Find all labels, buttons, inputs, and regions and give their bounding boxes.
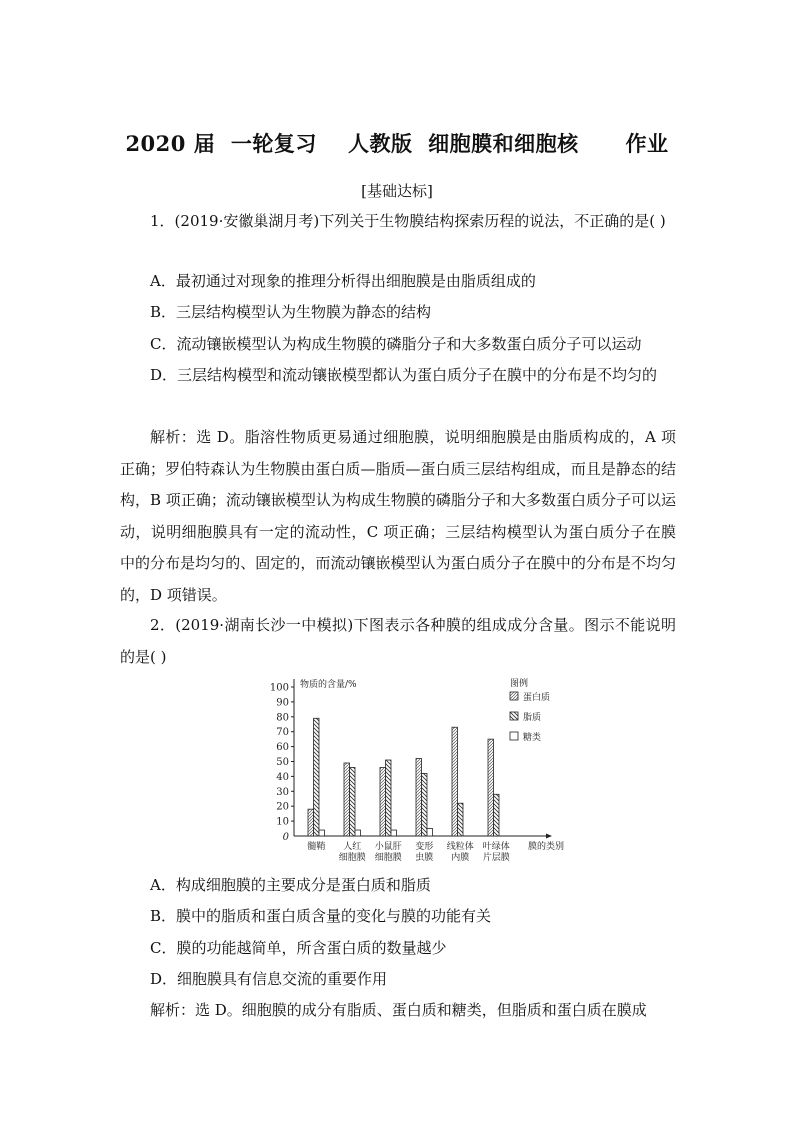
y-tick-label: 70 <box>276 727 289 739</box>
question-2-analysis: 解析：选 D。细胞膜的成分有脂质、蛋白质和糖类，但脂质和蛋白质在膜成 <box>150 1001 647 1019</box>
question-1-analysis: 解析：选 D。脂溶性物质更易通过细胞膜，说明细胞膜是由脂质构成的，A 项正确；罗伯特森认为生物膜由蛋白质—脂质—蛋白质三层结构组成，而且是静态的结构，B 项正确；流动镶嵌模型认为构成生物膜的磷脂分子和大多数蛋白质分子可以运动，说明细胞膜具有一定的流动性，C 项正确；三层结构模型认为蛋白质分子在膜中的分布是均匀的、固定的，而流动镶嵌模型认为蛋白质分子在膜中的分布是不均匀的，D 项错误。 <box>120 428 676 604</box>
x-tick-label: 人红 <box>343 842 362 852</box>
bar-蛋白质-1 <box>344 763 350 836</box>
legend-label-蛋白质: 蛋白质 <box>523 693 551 703</box>
x-tick-label: 虫膜 <box>415 853 434 863</box>
y-tick-label: 80 <box>276 712 289 724</box>
x-axis-arrow <box>546 834 552 839</box>
y-tick-label: 10 <box>276 816 289 828</box>
bar-糖类-1 <box>355 830 361 836</box>
bar-糖类-2 <box>391 830 397 836</box>
x-tick-label: 细胞膜 <box>338 853 366 863</box>
y-tick-label: 100 <box>269 682 289 694</box>
y-tick-label: 30 <box>276 786 289 798</box>
bar-蛋白质-3 <box>416 759 422 836</box>
y-tick-label: 20 <box>276 801 289 813</box>
bar-脂质-2 <box>386 760 392 836</box>
x-tick-label: 叶绿体 <box>482 842 510 852</box>
y-axis-title: 物质的含量/% <box>300 680 357 690</box>
bar-蛋白质-5 <box>488 739 494 836</box>
bar-糖类-0 <box>319 830 325 836</box>
question-1-option-a: A．最初通过对现象的推理分析得出细胞膜是由脂质组成的 <box>150 272 536 290</box>
question-1-option-b: B．三层结构模型认为生物膜为静态的结构 <box>150 303 432 321</box>
legend-swatch-糖类 <box>510 732 518 740</box>
question-2-option-d: D．细胞膜具有信息交流的重要作用 <box>150 970 388 988</box>
bar-脂质-0 <box>314 718 320 836</box>
question-2-option-b: B．膜中的脂质和蛋白质含量的变化与膜的功能有关 <box>150 907 492 925</box>
x-tick-label: 髓鞘 <box>307 842 326 852</box>
question-2-option-c: C．膜的功能越简单，所含蛋白质的数量越少 <box>150 939 447 957</box>
question-1-option-d: D．三层结构模型和流动镶嵌模型都认为蛋白质分子在膜中的分布是不均匀的 <box>150 366 658 384</box>
legend-swatch-脂质 <box>510 712 518 720</box>
y-tick-label: 50 <box>276 757 289 768</box>
x-tick-label: 小鼠肝 <box>374 842 402 852</box>
page-title: 2020 届 一轮复习 人教版 细胞膜和细胞核 作业 <box>125 131 669 156</box>
y-tick-label: 90 <box>276 697 289 709</box>
question-1-option-c: C．流动镶嵌模型认为构成生物膜的磷脂分子和大多数蛋白质分子可以运动 <box>150 335 642 353</box>
bar-蛋白质-0 <box>308 809 314 836</box>
legend-label-脂质: 脂质 <box>523 713 542 723</box>
x-tick-label: 内膜 <box>451 853 470 863</box>
x-tick-label: 片层膜 <box>482 853 510 863</box>
x-tick-label: 线粒体 <box>446 842 474 852</box>
section-heading: [基础达标] <box>361 182 433 200</box>
bar-蛋白质-4 <box>452 727 458 836</box>
bar-脂质-4 <box>458 803 464 836</box>
origin-label: 0 <box>282 832 289 843</box>
membrane-composition-chart <box>258 672 582 870</box>
bar-糖类-3 <box>427 829 433 836</box>
question-2-stem: 2．(2019·湖南长沙一中模拟)下图表示各种膜的组成成分含量。图示不能说明的是( ) <box>120 616 676 666</box>
legend-title: 图例 <box>510 679 529 689</box>
x-tick-label: 细胞膜 <box>374 853 402 863</box>
bar-蛋白质-2 <box>380 767 386 836</box>
bar-脂质-1 <box>350 767 356 836</box>
legend-label-糖类: 糖类 <box>523 733 542 743</box>
y-tick-label: 60 <box>276 742 289 754</box>
question-2-option-a: A．构成细胞膜的主要成分是蛋白质和脂质 <box>150 876 431 894</box>
bar-chart <box>258 672 582 870</box>
x-tick-label: 变形 <box>415 842 434 852</box>
y-tick-label: 40 <box>276 771 289 783</box>
x-axis-title: 膜的类别 <box>527 842 565 852</box>
bar-脂质-5 <box>494 794 500 836</box>
bar-脂质-3 <box>422 773 428 836</box>
legend-swatch-蛋白质 <box>510 692 518 700</box>
question-1-stem: 1．(2019·安徽巢湖月考)下列关于生物膜结构探索历程的说法，不正确的是( ) <box>150 212 666 230</box>
